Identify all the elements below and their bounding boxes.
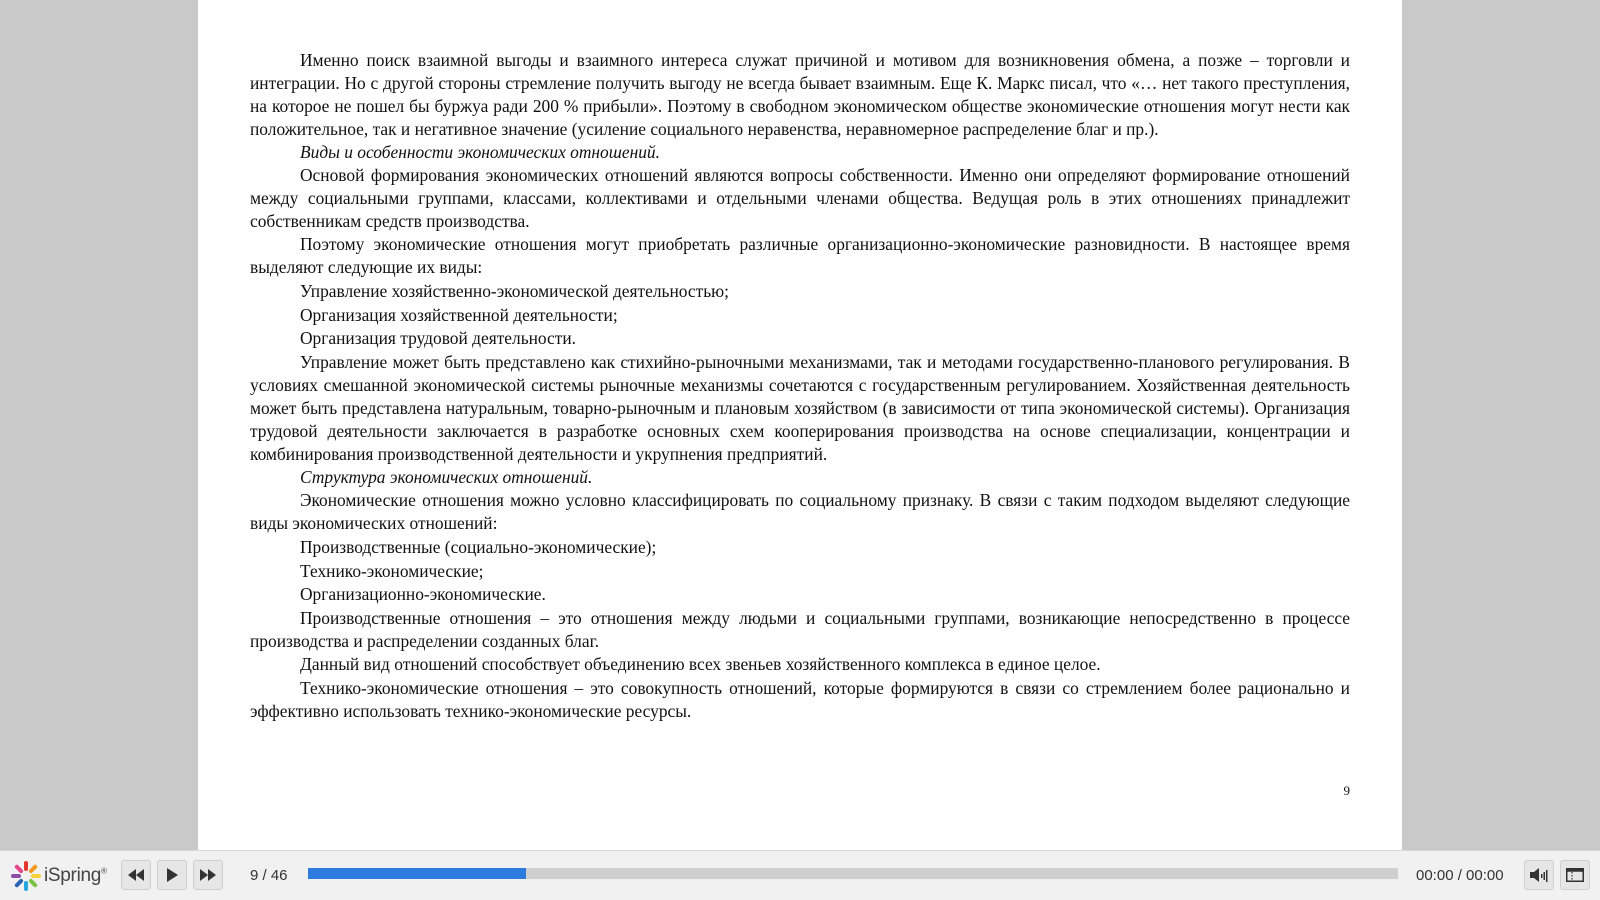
paragraph: Данный вид отношений способствует объединению всех звеньев хозяйственного комплекса в единое целое. [300,654,1101,674]
list-item: Технико-экономические; [300,561,484,581]
list-item: Организация трудовой деятельности. [300,328,577,348]
paragraph: Поэтому экономические отношения могут приобретать различные организационно-экономические разновидности. В настоящее время выделяют следующие их виды: [250,234,1350,277]
page-text [250,49,1350,723]
previous-slide-button[interactable] [121,860,151,890]
slide-counter: 9 / 46 [250,867,288,884]
section-heading: Виды и особенности экономических отношений. [300,142,660,162]
document-page [198,0,1402,850]
progress-bar-fill [308,868,526,879]
list-item: Организационно-экономические. [300,584,546,604]
list-item: Управление хозяйственно-экономической деятельностью; [300,281,729,301]
ispring-logo [10,859,107,893]
registered-mark: ® [101,866,107,876]
logo-text [44,865,107,887]
paragraph: Управление может быть представлено как стихийно-рыночными механизмами, так и методами государственно-планового регулирования. В условиях смешанной экономической системы рыночные механизмы сочетаются с государственным регулированием. Хозяйственная деятельность может быть представлена натуральным, товарно-рыночным и плановым хозяйством (в зависимости от типа экономической системы). Организация трудовой деятельности заключается в разработке основных схем кооперирования производства на основе специализации, концентрации и комбинирования производственной деятельности и укрупнения предприятий. [250,352,1350,464]
progress-bar[interactable] [308,868,1398,879]
list-item: Организация хозяйственной деятельности; [300,305,618,325]
list-item: Производственные (социально-экономические); [300,537,657,557]
paragraph: Экономические отношения можно условно классифицировать по социальному признаку. В связи с таким подходом выделяют следующие виды экономических отношений: [250,490,1350,533]
ispring-flower-icon [10,860,42,892]
next-slide-button[interactable] [193,860,223,890]
play-button[interactable] [157,860,187,890]
layout-toggle-icon [1566,868,1584,882]
layout-toggle-button[interactable] [1560,860,1590,890]
section-heading: Структура экономических отношений. [300,467,593,487]
volume-button[interactable] [1524,860,1554,890]
page-number: 9 [1343,783,1350,798]
paragraph: Технико-экономические отношения – это совокупность отношений, которые формируются в связи со стремлением более рационально и эффективно использовать технико-экономические ресурсы. [250,678,1350,721]
play-icon [166,868,178,882]
paragraph: Основой формирования экономических отношений являются вопросы собственности. Именно они определяют формирование отношений между социальными группами, классами, коллективами и отдельными членами общества. Ведущая роль в этих отношениях принадлежит собственникам средств производства. [250,165,1350,231]
fast-forward-icon [200,869,216,881]
paragraph: Производственные отношения – это отношения между людьми и социальными группами, возникающие непосредственно в процессе производства и распределении созданных благ. [250,608,1350,651]
volume-icon [1530,868,1548,882]
rewind-icon [128,869,144,881]
time-display: 00:00 / 00:00 [1416,867,1504,884]
logo-wordmark: iSpring [44,865,102,886]
paragraph: Именно поиск взаимной выгоды и взаимного интереса служат причиной и мотивом для возникновения обмена, а позже – торговли и интеграции. Но с другой стороны стремление получить выгоду не всегда бывает взаимным. Еще К. Маркс писал, что «… нет такого преступления, на которое не пошел бы буржуа ради 200 % прибыли». Поэтому в свободном экономическом обществе экономические отношения могут нести как положительное, так и негативное значение (усиление социального неравенства, неравномерное распределение благ и пр.). [250,50,1350,139]
